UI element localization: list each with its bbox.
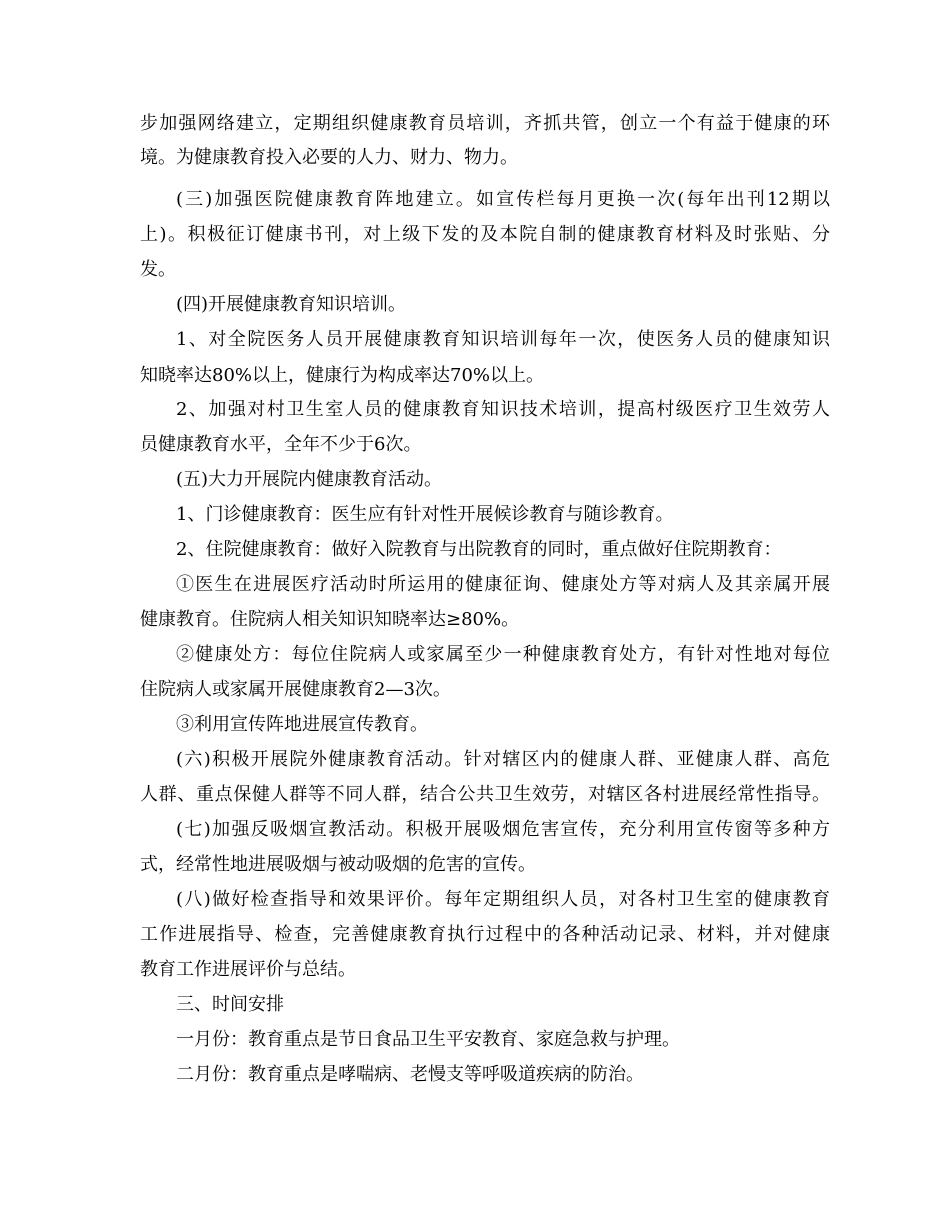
- text-line: 知晓率达80%以上，健康行为构成率达70%以上。: [140, 365, 545, 386]
- text-line: 2、加强对村卫生室人员的健康教育知识技术培训，提高村级医疗卫生效劳人: [176, 399, 830, 420]
- text-line: 教育工作进展评价与总结。: [140, 959, 356, 980]
- text-line: 住院病人或家属开展健康教育2—3次。: [140, 679, 451, 700]
- text-line: (七)加强反吸烟宣教活动。积极开展吸烟危害宣传，充分利用宣传窗等多种方: [176, 819, 830, 840]
- text-line: 发。: [140, 259, 176, 280]
- text-line: ③利用宣传阵地进展宣传教育。: [176, 714, 428, 735]
- text-line: 1、对全院医务人员开展健康教育知识培训每年一次，使医务人员的健康知识: [176, 329, 830, 350]
- text-line: (八)做好检查指导和效果评价。每年定期组织人员，对各村卫生室的健康教育: [176, 889, 830, 910]
- text-line: ①医生在进展医疗活动时所运用的健康征询、健康处方等对病人及其亲属开展: [176, 574, 830, 595]
- text-line: 一月份：教育重点是节日食品卫生平安教育、家庭急救与护理。: [176, 1029, 680, 1050]
- text-line: 境。为健康教育投入必要的人力、财力、物力。: [140, 147, 518, 168]
- text-line: 2、住院健康教育：做好入院教育与出院教育的同时，重点做好住院期教育：: [176, 539, 782, 560]
- section-heading: 三、时间安排: [176, 994, 284, 1015]
- text-line: 步加强网络建立，定期组织健康教育员培训，齐抓共管，创立一个有益于健康的环: [140, 113, 830, 134]
- text-line: 员健康教育水平，全年不少于6次。: [140, 434, 422, 455]
- text-line: 二月份：教育重点是哮喘病、老慢支等呼吸道疾病的防治。: [176, 1064, 644, 1085]
- text-line: 工作进展指导、检查，完善健康教育执行过程中的各种活动记录、材料，并对健康: [140, 924, 830, 945]
- text-line: 式，经常性地进展吸烟与被动吸烟的危害的宣传。: [140, 854, 536, 875]
- text-line: 上)。积极征订健康书刊，对上级下发的及本院自制的健康教育材料及时张贴、分: [140, 224, 830, 245]
- section-heading: (五)大力开展院内健康教育活动。: [176, 469, 443, 490]
- text-line: ②健康处方：每位住院病人或家属至少一种健康教育处方，有针对性地对每位: [176, 644, 830, 665]
- text-line: 1、门诊健康教育：医生应有针对性开展候诊教育与随诊教育。: [176, 504, 674, 525]
- text-line: 健康教育。住院病人相关知识知晓率达≥80%。: [140, 609, 520, 630]
- text-line: 人群、重点保健人群等不同人群，结合公共卫生效劳，对辖区各村进展经常性指导。: [140, 784, 830, 805]
- text-line: (三)加强医院健康教育阵地建立。如宣传栏每月更换一次(每年出刊12期以: [176, 189, 830, 210]
- text-line: (六)积极开展院外健康教育活动。针对辖区内的健康人群、亚健康人群、高危: [176, 749, 830, 770]
- section-heading: (四)开展健康教育知识培训。: [176, 294, 407, 315]
